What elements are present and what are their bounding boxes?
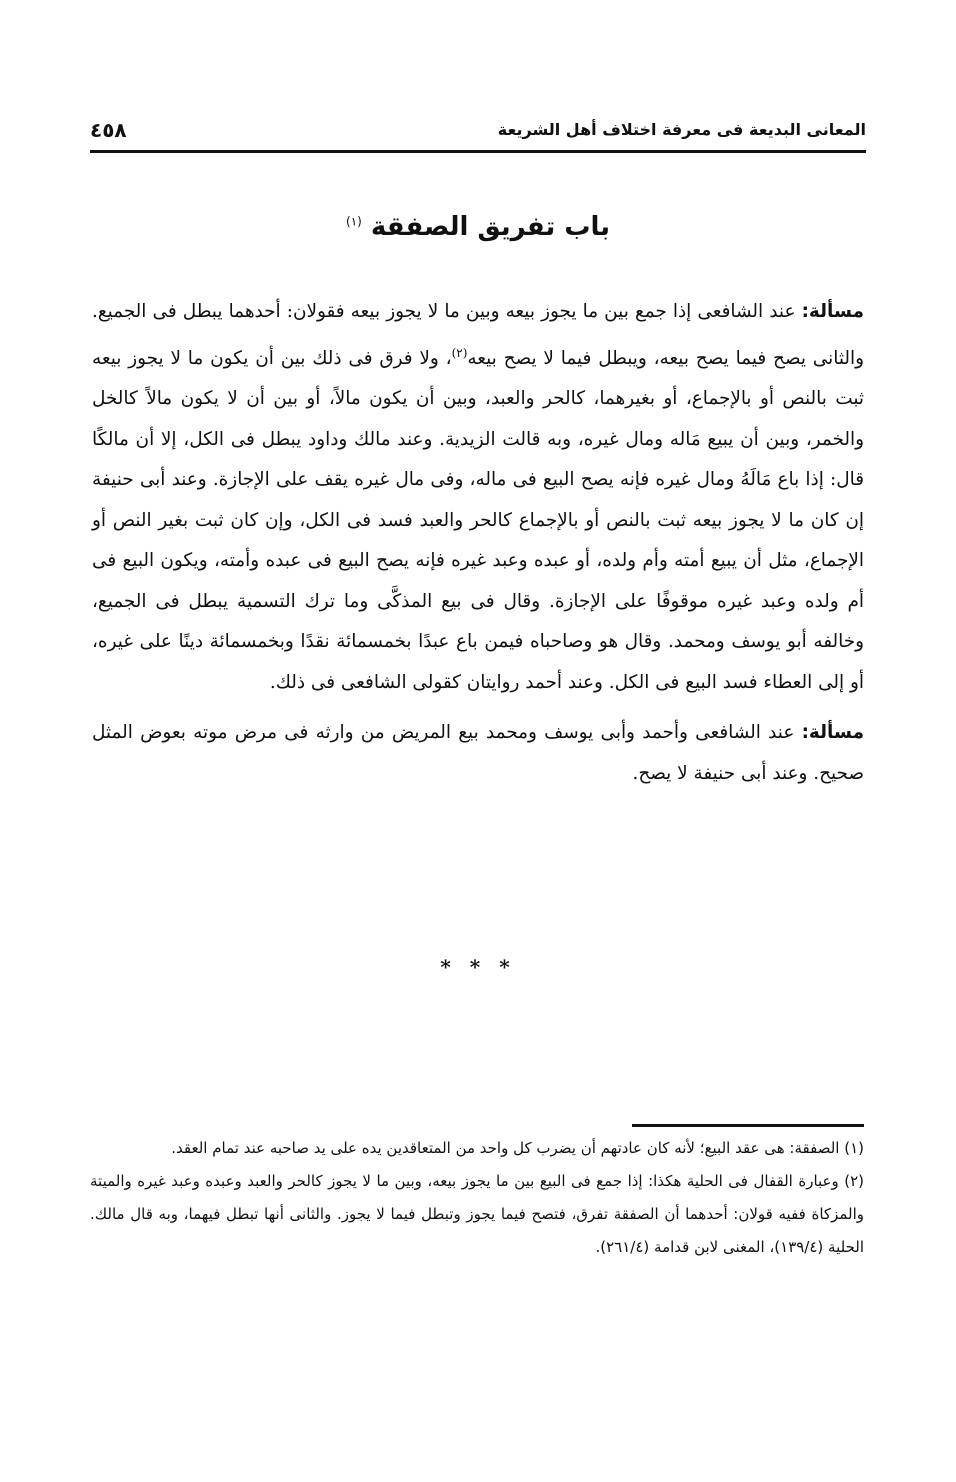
footnote-1: (١) الصفقة: هى عقد البيع؛ لأنه كان عادتهم أن يضرب كل واحد من المتعاقدين يده على يد صاحبه عند تمام العقد. <box>171 1139 864 1157</box>
issue-label: مسألة: <box>801 301 864 322</box>
paragraph-text: ، ولا فرق فى ذلك بين أن يكون ما لا يجوز بيعه ثبت بالنص أو بالإجماع، أو بغيرهما، كالحر والعبد، وبين أن يكون مالاً، أو بين أن لا يكون مالاً كالخل والخمر، وبين أن يبيع مَاله ومال غيره، وبه قالت الزيدية. وعند مالك وداود يبطل فى الكل، إلا أن مالكًا قال: إذا باع مَالَهُ ومال غيره فإنه يصح البيع فى ماله، وفى مال غيره يقف على الإجازة. وعند أبى حنيفة إن كان ما لا يجوز بيعه ثبت بالنص أو بالإجماع كالحر والعبد فسد فى الكل، وإن كان ثبت بغير النص أو الإجماع، مثل أن يبيع أمته وأم ولده، أو عبده وعبد غيره فإنه يصح البيع فى عبده وأمته، ويكون البيع فى أم ولده وعبد غيره موقوفًا على الإجازة. وقال فى بيع المذكَّى وما ترك التسمية يبطل فى الجميع، وخالفه أبو يوسف ومحمد. وقال هو وصاحباه فيمن باع عبدًا بخمسمائة نقدًا وبخمسمائة دينًا على غيره، أو إلى العطاء فسد البيع فى الكل. وعند أحمد روايتان كقولى الشافعى فى ذلك. <box>92 347 864 693</box>
page-number: ٤٥٨ <box>90 118 127 142</box>
footnote-2: (٢) وعبارة القفال فى الحلية هكذا: إذا جمع فى البيع بين ما يجوز بيعه، وبين ما لا يجوز كالحر والعبد وعبده وعبد غيره والميتة والمزكاة ففيه قولان: أحدهما أن الصفقة تفرق، فتصح فيما يجوز وتبطل فيما لا يجوز. والثانى أنها تبطل فيهما، وبه قال مالك. الحلية (١٣٩/٤)، المغنى لابن قدامة (٢٦١/٤). <box>90 1172 864 1256</box>
section-separator: * * * <box>440 955 516 979</box>
paragraph-text: عند الشافعى إذا جمع بين ما يجوز بيعه وبين ما لا يجوز بيعه فقولان: أحدهما يبطل فى الجميع. والثانى يصح فيما يصح بيعه، ويبطل فيما لا يصح بيعه <box>92 301 864 369</box>
footnotes <box>90 1132 864 1264</box>
main-text <box>92 292 864 794</box>
footnote-divider <box>632 1124 864 1127</box>
paragraph-text: عند الشافعى وأحمد وأبى يوسف ومحمد بيع المريض من وارثه فى مرض موته بعوض المثل صحيح. وعند أبى حنيفة لا يصح. <box>92 722 864 784</box>
chapter-title-text: باب تفريق الصفقة <box>370 212 610 242</box>
footnote-reference: (١) <box>346 214 362 229</box>
running-title: المعانى البديعة فى معرفة اختلاف أهل الشريعة <box>497 120 866 139</box>
issue-label: مسألة: <box>801 722 864 744</box>
paragraph-issue-1 <box>92 292 864 703</box>
footnote-reference: (٢) <box>451 345 468 360</box>
paragraph-issue-2 <box>92 713 864 794</box>
page-header <box>90 118 866 153</box>
chapter-title <box>90 212 866 242</box>
